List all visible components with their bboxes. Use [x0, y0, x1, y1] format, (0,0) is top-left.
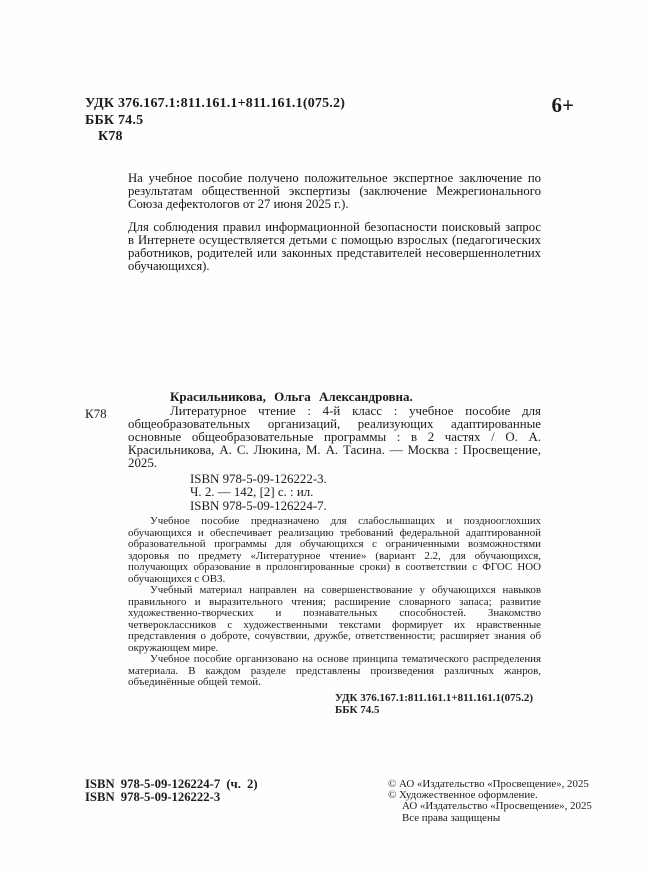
expertise-note: На учебное пособие получено положительное экспертное заключение по результатам общественной экспертизы (заключение Межрегионального Союза дефектологов от 27 июня 2025 г.). [128, 171, 541, 211]
age-rating-mark: 6+ [551, 93, 574, 117]
annotation-paragraph-2: Учебный материал направлен на совершенствование у обучающихся навыков правильного и выразительного чтения; расширение словарного запаса; развитие художественно-творческих и познавательных способностей. Знакомство четвероклассников с художественными текстами формирует их нравственные представления о доброте, сочувствии, дружбе, ответственности; расширяет знания об окружающем мире. [128, 584, 541, 654]
copyright-line: АО «Издательство «Просвещение», 2025 [402, 800, 592, 813]
isbn-part: ISBN 978-5-09-126224-7. [190, 498, 327, 513]
part-info: Ч. 2. — 142, [2] с. : ил. [190, 485, 314, 500]
footer-isbn-block [85, 778, 258, 804]
catalog-entry-code: К78 [85, 406, 107, 421]
copyright-line: © АО «Издательство «Просвещение», 2025 [388, 778, 589, 790]
author-name: Красильникова, Ольга Александровна. [170, 389, 413, 404]
annotation-paragraph-3: Учебное пособие организовано на основе принципа тематического распределения материала. В каждом разделе представлены произведения различных жанров, объединённые общей темой. [128, 653, 541, 688]
bbk-code-bottom: ББК 74.5 [335, 703, 380, 716]
internet-safety-note: Для соблюдения правил информационной безопасности поисковый запрос в Интернете осуществляется детьми с помощью взрослых (педагогических работников, родителей или законных представителей несовершеннолетних обучающихся). [128, 220, 541, 273]
bbk-code: ББК 74.5 [85, 112, 144, 128]
bibliographic-description: Литературное чтение : 4-й класс : учебное пособие для общеобразовательных организаций, реализующих адаптированные основные общеобразовательные программы : в 2 частях / О. А. Красильникова, А. С. Люкина, М. А. Тасина. — Москва : Просвещение, 2025. [128, 404, 541, 471]
isbn-edition: ISBN 978-5-09-126222-3. [190, 472, 327, 486]
author-sign-code: К78 [98, 129, 123, 144]
copyright-block [388, 779, 592, 824]
footer-isbn-edition: ISBN 978-5-09-126222-3 [85, 789, 221, 804]
top-bibliographic-codes [85, 96, 345, 146]
annotation-paragraph-1: Учебное пособие предназначено для слабослышащих и позднооглохших обучающихся и обеспечивает реализацию требований федеральной адаптированной образовательной программы для обучающихся с ограниченными возможностями здоровья по предмету «Литературное чтение» (вариант 2.2, для обучающихся, получающих образование в пролонгированные сроки) в соответствии с ФГОС НОО обучающихся с ОВЗ. [128, 515, 541, 585]
footer-isbn-part: ISBN 978-5-09-126224-7 (ч. 2) [85, 777, 258, 791]
annotation [128, 516, 541, 716]
bottom-bibliographic-codes [335, 692, 541, 716]
udk-code: УДК 376.167.1:811.161.1+811.161.1(075.2) [85, 96, 346, 111]
copyright-line: Все права защищены [402, 811, 501, 824]
udk-code-bottom: УДК 376.167.1:811.161.1+811.161.1(075.2) [335, 691, 534, 704]
isbn-block [190, 473, 327, 513]
copyright-line: © Художественное оформление. [388, 789, 538, 802]
